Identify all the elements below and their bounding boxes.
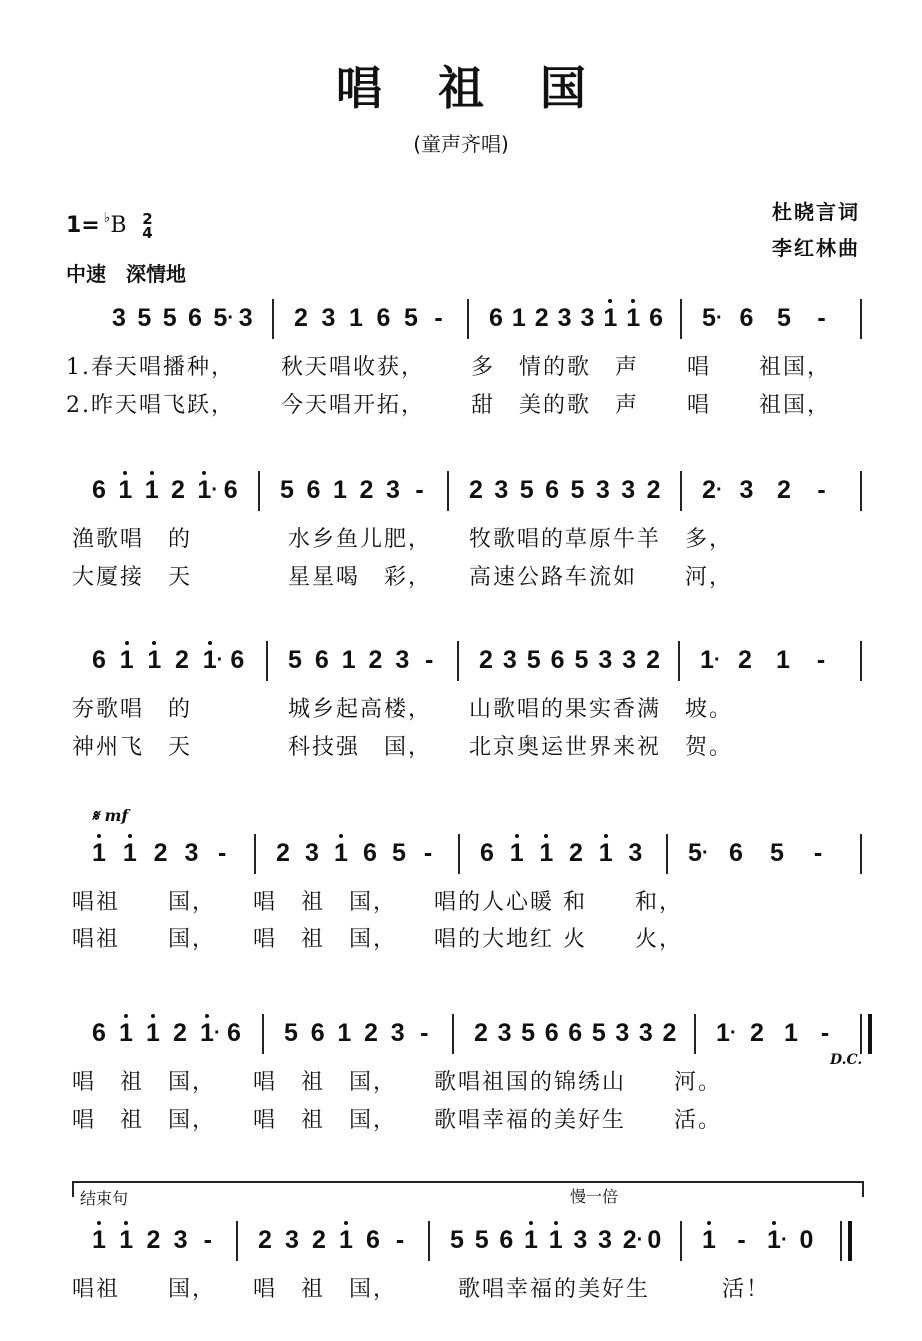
note: 2 <box>173 1019 187 1047</box>
note: 1 <box>349 304 363 332</box>
lyric-line: 2.昨天唱飞跃， 今天唱开拓， 甜 美的歌 声 唱 祖国， <box>66 393 831 418</box>
note: 2 <box>569 839 583 867</box>
note: 1 <box>115 1225 137 1255</box>
note: 3 <box>494 476 509 504</box>
note: 2 <box>750 1019 764 1047</box>
note: 5 <box>450 1226 464 1254</box>
barline <box>262 1014 264 1054</box>
note: 2 <box>662 1019 677 1047</box>
note: 0 <box>799 1226 814 1254</box>
time-bottom: 4 <box>142 224 153 242</box>
barline <box>860 834 862 874</box>
dash-note: - <box>415 476 424 504</box>
barline <box>457 641 459 681</box>
note: 1 <box>88 1225 110 1255</box>
note: 3 <box>739 476 754 504</box>
note: 2 · <box>702 476 723 504</box>
dash-note: - <box>737 1226 746 1254</box>
note: 3 <box>557 304 572 332</box>
note: 1 · <box>716 1019 737 1047</box>
note: 3 <box>386 476 400 504</box>
barline <box>680 1221 682 1261</box>
barline <box>428 1221 430 1261</box>
note: 6 <box>92 646 106 674</box>
note: 3 <box>184 839 199 867</box>
key-prefix: 1= <box>66 213 100 238</box>
dash-note: - <box>434 304 443 332</box>
title-char: 国 <box>540 61 586 115</box>
note: 6 <box>550 646 565 674</box>
note: 3 <box>622 646 637 674</box>
note: 5 <box>574 646 589 674</box>
barline <box>258 471 260 511</box>
note: 1 <box>341 646 356 674</box>
note: 3 <box>305 839 319 867</box>
note: 6 <box>310 1019 325 1047</box>
barline <box>666 834 668 874</box>
note: 5 · <box>213 304 234 332</box>
dash-note: - <box>395 1226 405 1254</box>
lyric-line: 唱祖 国， 唱 祖 国， 唱的人心暖 和 和， <box>72 890 683 915</box>
note: 5 <box>162 304 177 332</box>
lyric-line: 唱祖 国， 唱 祖 国， 歌唱幸福的美好生 活！ <box>72 1277 771 1302</box>
note: 5 <box>392 839 406 867</box>
note: 2 <box>258 1226 272 1254</box>
note: 1 <box>143 645 165 675</box>
lyric-line: 大厦接 天 星星喝 彩， 高速公路车流如 河， <box>72 565 734 590</box>
note: 2 <box>646 646 661 674</box>
note: 1 · <box>193 475 215 505</box>
note: 1 <box>622 303 644 333</box>
dash-note: - <box>820 1019 830 1047</box>
note: 5 <box>521 1019 536 1047</box>
note: 3 <box>580 304 595 332</box>
note: 6 <box>499 1226 514 1254</box>
lyric-line: 唱祖 国， 唱 祖 国， 唱的大地红 火 火， <box>72 927 683 952</box>
dash-note: - <box>813 839 823 867</box>
note: 2 <box>312 1226 326 1254</box>
note: 2 <box>469 476 483 504</box>
note: 1 <box>784 1019 798 1047</box>
note: 2 <box>738 646 752 674</box>
note: 6 <box>545 476 560 504</box>
dash-note: - <box>817 476 826 504</box>
barline <box>236 1221 238 1261</box>
lyricist: 杜晓言词 <box>772 200 860 224</box>
barline <box>694 1014 696 1054</box>
note: 1 <box>545 1225 567 1255</box>
note: 1 <box>535 838 557 868</box>
barline <box>458 834 460 874</box>
barline <box>452 1014 454 1054</box>
note: 6 <box>188 304 202 332</box>
barline <box>254 834 256 874</box>
note: 1 <box>330 838 352 868</box>
barline <box>680 299 682 339</box>
note: 1 <box>520 1225 542 1255</box>
note: 1 <box>595 838 617 868</box>
note: 5 <box>137 304 152 332</box>
note: 6 <box>729 839 743 867</box>
dash-note: - <box>816 646 826 674</box>
note: 2 <box>368 646 383 674</box>
end-section-bracket <box>72 1181 864 1197</box>
note: 3 <box>598 1226 612 1254</box>
note: 6 <box>376 304 391 332</box>
barline <box>840 1221 852 1261</box>
note: 3 <box>502 646 517 674</box>
note: 2 <box>534 304 549 332</box>
note: 3 <box>621 476 636 504</box>
note: 5 <box>280 476 294 504</box>
note: 6 <box>366 1226 380 1254</box>
end-section-label: 结束句 <box>80 1189 129 1208</box>
note: 1 <box>335 1225 357 1255</box>
lyric-line: 夯歌唱 的 城乡起高楼， 山歌唱的果实香满 坡。 <box>72 697 734 722</box>
note: 6 <box>314 646 329 674</box>
note: 1 <box>776 646 790 674</box>
note: 5 <box>777 304 791 332</box>
song-title <box>0 52 922 118</box>
note: 5 <box>404 304 418 332</box>
note: 5 <box>591 1019 606 1047</box>
time-top: 2 <box>142 210 153 228</box>
note: 1 <box>119 838 141 868</box>
note: 5 <box>519 476 534 504</box>
note: 1 <box>511 304 526 332</box>
note: 2 <box>175 646 189 674</box>
note: 2 · <box>622 1226 644 1254</box>
note: 3 <box>173 1226 188 1254</box>
note: 6 <box>489 304 503 332</box>
note: 1 <box>698 1225 720 1255</box>
title-char: 唱 <box>336 61 382 115</box>
lyric-line: 1.春天唱播种， 秋天唱收获， 多 情的歌 声 唱 祖国， <box>66 355 831 380</box>
lyric-line: 渔歌唱 的 水乡鱼儿肥， 牧歌唱的草原牛羊 多， <box>72 527 734 552</box>
note: 5 <box>474 1226 489 1254</box>
note: 6 <box>649 304 664 332</box>
note: 6 <box>363 839 377 867</box>
note: 2 <box>153 839 168 867</box>
note: 0 <box>647 1226 662 1254</box>
note: 3 <box>238 304 253 332</box>
note: 6 <box>92 1019 106 1047</box>
barline <box>860 471 862 511</box>
dc-marking: D.C. <box>830 1052 863 1068</box>
dash-note: - <box>218 839 227 867</box>
note: 3 <box>390 1019 405 1047</box>
subtitle: (童声齐唱) <box>413 132 509 156</box>
note: 5 · <box>688 839 709 867</box>
note: 5 · <box>702 304 723 332</box>
note: 1 <box>142 1018 164 1048</box>
note: 3 <box>112 304 126 332</box>
note: 6 <box>480 839 494 867</box>
note: 1 · <box>763 1225 785 1255</box>
note: 1 · <box>199 645 221 675</box>
note: 1 <box>114 475 136 505</box>
dash-note: - <box>423 839 433 867</box>
note: 1 <box>337 1019 352 1047</box>
note: 3 <box>598 646 613 674</box>
barline <box>467 299 469 339</box>
barline <box>860 641 862 681</box>
note: 2 <box>474 1019 488 1047</box>
barline <box>447 471 449 511</box>
dynamics-marking: 𝄋 mf <box>92 806 129 825</box>
note: 2 <box>171 476 185 504</box>
barline <box>272 299 274 339</box>
note: 1 <box>599 303 621 333</box>
barline <box>860 299 862 339</box>
note: 6 <box>92 476 106 504</box>
dash-note: - <box>817 304 826 332</box>
composer: 李红林曲 <box>772 236 860 260</box>
note: 1 <box>88 838 110 868</box>
note: 5 <box>570 476 585 504</box>
note: 6 <box>568 1019 583 1047</box>
time-signature <box>142 212 152 240</box>
flat-icon: ♭ <box>103 210 111 226</box>
note: 1 <box>506 838 528 868</box>
note: 6 <box>230 646 245 674</box>
note: 3 <box>497 1019 512 1047</box>
note: 3 <box>395 646 410 674</box>
barline <box>266 641 268 681</box>
note: 1 · <box>196 1018 218 1048</box>
dash-note: - <box>420 1019 429 1047</box>
note: 1 · <box>700 646 721 674</box>
note: 5 <box>284 1019 298 1047</box>
note: 1 <box>141 475 163 505</box>
lyric-line: 唱 祖 国， 唱 祖 国， 歌唱祖国的锦绣山 河。 <box>72 1070 723 1095</box>
note: 2 <box>146 1226 161 1254</box>
barline <box>680 471 682 511</box>
note: 2 <box>479 646 493 674</box>
note: 3 <box>285 1226 299 1254</box>
note: 1 <box>116 645 138 675</box>
note: 6 <box>306 476 321 504</box>
barline <box>678 641 680 681</box>
note: 5 <box>288 646 302 674</box>
note: 6 <box>223 476 238 504</box>
barline <box>860 1014 872 1054</box>
note: 2 <box>294 304 308 332</box>
dash-note: - <box>203 1226 212 1254</box>
note: 3 <box>321 304 336 332</box>
lyric-line: 唱 祖 国， 唱 祖 国， 歌唱幸福的美好生 活。 <box>72 1108 723 1133</box>
slow-marking: 慢一倍 <box>570 1187 619 1206</box>
note: 5 <box>526 646 541 674</box>
note: 5 <box>770 839 784 867</box>
note: 3 <box>615 1019 630 1047</box>
note: 1 <box>115 1018 137 1048</box>
title-char: 祖 <box>438 61 484 115</box>
note: 1 <box>333 476 347 504</box>
key-note: B <box>110 213 127 238</box>
note: 3 <box>573 1226 588 1254</box>
note: 3 <box>638 1019 653 1047</box>
note: 3 <box>595 476 610 504</box>
dash-note: - <box>424 646 434 674</box>
note: 6 <box>227 1019 241 1047</box>
note: 6 <box>544 1019 559 1047</box>
lyric-line: 神州飞 天 科技强 国， 北京奥运世界来祝 贺。 <box>72 735 734 760</box>
note: 3 <box>628 839 643 867</box>
note: 2 <box>359 476 374 504</box>
note: 2 <box>777 476 791 504</box>
note: 2 <box>364 1019 378 1047</box>
note: 6 <box>739 304 754 332</box>
key-signature <box>66 210 153 240</box>
note: 2 <box>276 839 290 867</box>
note: 2 <box>646 476 661 504</box>
tempo-marking: 中速 深情地 <box>66 262 186 286</box>
